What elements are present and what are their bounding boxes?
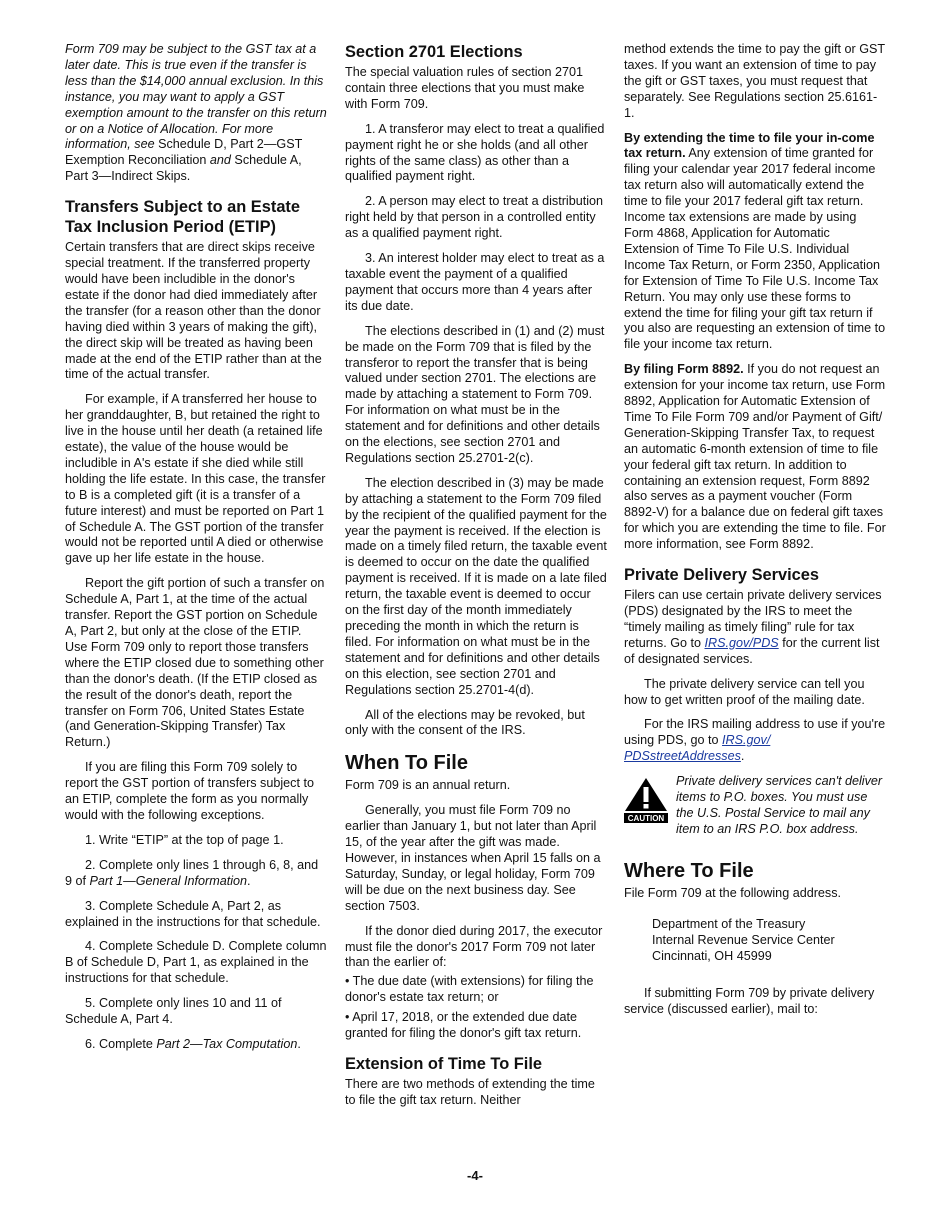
where-paragraph-2: If submitting Form 709 by private delivery service (discussed earlier), mail to: [624, 985, 875, 1016]
etip-paragraph-4: If you are filing this Form 709 solely to report the GST portion of transfers subject to an ETIP, complete the form as you normally would with the following exceptions. [65, 760, 314, 822]
election-item-2: 2. A person may elect to treat a distribution right held by that person in a controlled entity as a qualified payment right. [345, 194, 604, 241]
irs-pds-street-addresses-link[interactable]: IRS.gov/ PDSstreetAddresses [624, 733, 771, 764]
section-2701-heading: Section 2701 Elections [345, 43, 523, 61]
etip-paragraph-1: Certain transfers that are direct skips receive special treatment. If the transferred property would have been includible in the donor's estate if the donor had died immediately after the transfer (for a reason other than the donor having died within 3 years of making the gift), the direct skip will be treated as having been made at the end of the ETIP rather than at the time of the actual transfer. [65, 240, 322, 382]
caution-text: Private delivery services can't deliver items to P.O. boxes. You must use the U.S. Postal Service to mail any item to an IRS P.O. box address. [676, 774, 883, 836]
caution-note [624, 774, 886, 847]
elections-paragraph-4: All of the elections may be revoked, but only with the consent of the IRS. [345, 707, 585, 738]
exception-item-2: 2. Complete only lines 1 through 6, 8, and 9 of Part 1—General Information. [65, 857, 319, 888]
pds-paragraph-1: Filers can use certain private delivery services (PDS) designated by the IRS to meet the “timely mailing as timely filing” rule for tax returns. Go to IRS.gov/PDS for the current list of designated services. [624, 588, 882, 666]
gst-note: Form 709 may be subject to the GST tax at a later date. This is true even if the transfer is less than the $14,000 annual exclusion. In this instance, you may want to apply a GST exemption amount to the transfer on this return or on a Notice of Allocation. For more information, see Schedule D, Part 2—GST Exemption Reconciliation and Schedule A, Part 3—Indirect Skips. [65, 42, 327, 184]
where-paragraph-1: File Form 709 at the following address. [624, 885, 841, 900]
when-paragraph-2: Generally, you must file Form 709 no earlier than January 1, but not later than April 15, of the year after the gift was made. However, in instances when April 15 falls on a Saturday, Sunday, or legal holiday, Form 709 will be due on the next business day. See section 7503. [345, 803, 601, 913]
extension-income-tax: By extending the time to file your in-come tax return. Any extension of time granted for filing your calendar year 2017 federal income tax return also will automatically extend the time to file your 2017 federal gift tax return. Income tax extensions are made by using Form 4868, Application for Automatic Extension of Time To File U.S. Individual Income Tax Return, or Form 2350, Application for Extension of Time To File U.S. Income Tax Return. You may only use these forms to extend the time for filing your gift tax return if you also are requesting an extension of time to file your income tax return. [624, 130, 886, 352]
address-line-1: Department of the Treasury [652, 916, 806, 931]
pds-heading: Private Delivery Services [624, 566, 820, 585]
column-3 [624, 42, 886, 1027]
etip-paragraph-3: Report the gift portion of such a transfer on Schedule A, Part 1, at the time of the actual transfer. Report the GST portion on Schedule A, Part 2, but only at the close of the ETIP. Use Form 709 only to report those transfers where the ETIP closed due to something other than the donor's death. (If the ETIP closed as the result of the donor's death, report the transfer on Form 706, United States Estate (and Generation-Skipping Transfer) Tax Return.) [65, 576, 325, 750]
extension-continued: method extends the time to pay the gift or GST taxes. If you want an extension of time to pay the gift or GST taxes, you must request that separately. See Regulations section 25.6161-1. [624, 42, 885, 120]
elections-paragraph-2: The elections described in (1) and (2) must be made on the Form 709 that is filed by the transferor to report the transfer that is being valued under section 2701. The elections are made by attaching a statement to Form 709. For information on what must be in the statement and for definitions and other details on the elections, see section 2701 and Regulations section 25.2701-2(c). [345, 323, 605, 465]
address-line-2: Internal Revenue Service Center [652, 932, 835, 947]
when-bullet-2: • April 17, 2018, or the extended due date granted for filing the donor's gift tax return. [345, 1010, 582, 1041]
pds-paragraph-2: The private delivery service can tell you how to get written proof of the mailing date. [624, 676, 865, 707]
irs-address-block [652, 916, 886, 964]
elections-paragraph-3: The election described in (3) may be made by attaching a statement to the Form 709 filed by the recipient of the qualified payment for the year the payment is received. If the election is made on a timely filed return, the taxable event is deemed to occur on the date the qualified payment is received. If it is made on a late filed return, the taxable event is deemed to occur on the first day of the month immediately preceding the month in which the return is filed. For information on what must be in the statement and for definitions and other details on this election, see section 2701 and Regulations section 25.2701-4(d). [345, 475, 607, 697]
when-bullet-1: • The due date (with extensions) for filing the donor's estate tax return; or [345, 974, 594, 1005]
extension-heading: Extension of Time To File [345, 1054, 543, 1073]
etip-heading: Transfers Subject to an Estate Tax Inclusion Period (ETIP) [65, 198, 301, 237]
where-to-file-heading: Where To File [624, 859, 754, 882]
extension-form-8892: By filing Form 8892. If you do not request an extension for your income tax return, use Form 8892, Application for Automatic Extension of Time To File Form 709 and/or Payment of Gift/ Generation-Skipping Transfer Tax, to request an automatic 6-month extension of time to file your federal gift tax return. In addition to containing an extension request, Form 8892 also serves as a payment voucher (Form 8892-V) for a balance due on federal gift taxes for which you are extending the time to file. For more information, see Form 8892. [624, 362, 886, 552]
address-line-3: Cincinnati, OH 45999 [652, 948, 772, 963]
column-1 [65, 42, 327, 1062]
when-paragraph-3: If the donor died during 2017, the executor must file the donor's 2017 Form 709 not later than the earlier of: [345, 923, 603, 970]
election-item-1: 1. A transferor may elect to treat a qualified payment right he or she holds (and all other rights of the same class) as other than a qualified payment right. [345, 121, 605, 184]
exception-item-3: 3. Complete Schedule A, Part 2, as explained in the instructions for that schedule. [65, 898, 321, 929]
extension-paragraph-1: There are two methods of extending the time to file the gift tax return. Neither [345, 1076, 595, 1107]
column-2 [345, 42, 607, 1118]
when-to-file-heading: When To File [345, 752, 468, 775]
caution-triangle-icon [624, 777, 668, 823]
pds-paragraph-3: For the IRS mailing address to use if you're using PDS, go to IRS.gov/ PDSstreetAddresses. [624, 717, 886, 764]
when-paragraph-1: Form 709 is an annual return. [345, 778, 511, 793]
caution-label: CAUTION [627, 814, 665, 824]
election-item-3: 3. An interest holder may elect to treat as a taxable event the payment of a qualified payment that occurs more than 4 years after its due date. [345, 251, 605, 313]
page-number: -4- [467, 1168, 483, 1183]
exception-item-6: 6. Complete Part 2—Tax Computation. [85, 1036, 301, 1051]
etip-paragraph-2: For example, if A transferred her house to her granddaughter, B, but retained the right to live in the house until her death (a retained life estate), the value of the house would be includible in A's estate if she died while still holding the life estate. In this case, the transfer to B is a completed gift (it is a transfer of a future interest) and must be reported on Part 1 of Schedule A. The GST portion of the transfer would not be reported until A died or otherwise gave up her life estate in the house. [65, 392, 326, 566]
section-2701-intro: The special valuation rules of section 2701 contain three elections that you must make with Form 709. [345, 65, 585, 111]
exception-item-4: 4. Complete Schedule D. Complete column B of Schedule D, Part 1, as explained in the instructions for that schedule. [65, 939, 327, 986]
exception-item-5: 5. Complete only lines 10 and 11 of Schedule A, Part 4. [65, 996, 282, 1027]
exception-item-1: 1. Write “ETIP” at the top of page 1. [85, 832, 284, 847]
irs-pds-link[interactable]: IRS.gov/PDS [704, 635, 779, 650]
